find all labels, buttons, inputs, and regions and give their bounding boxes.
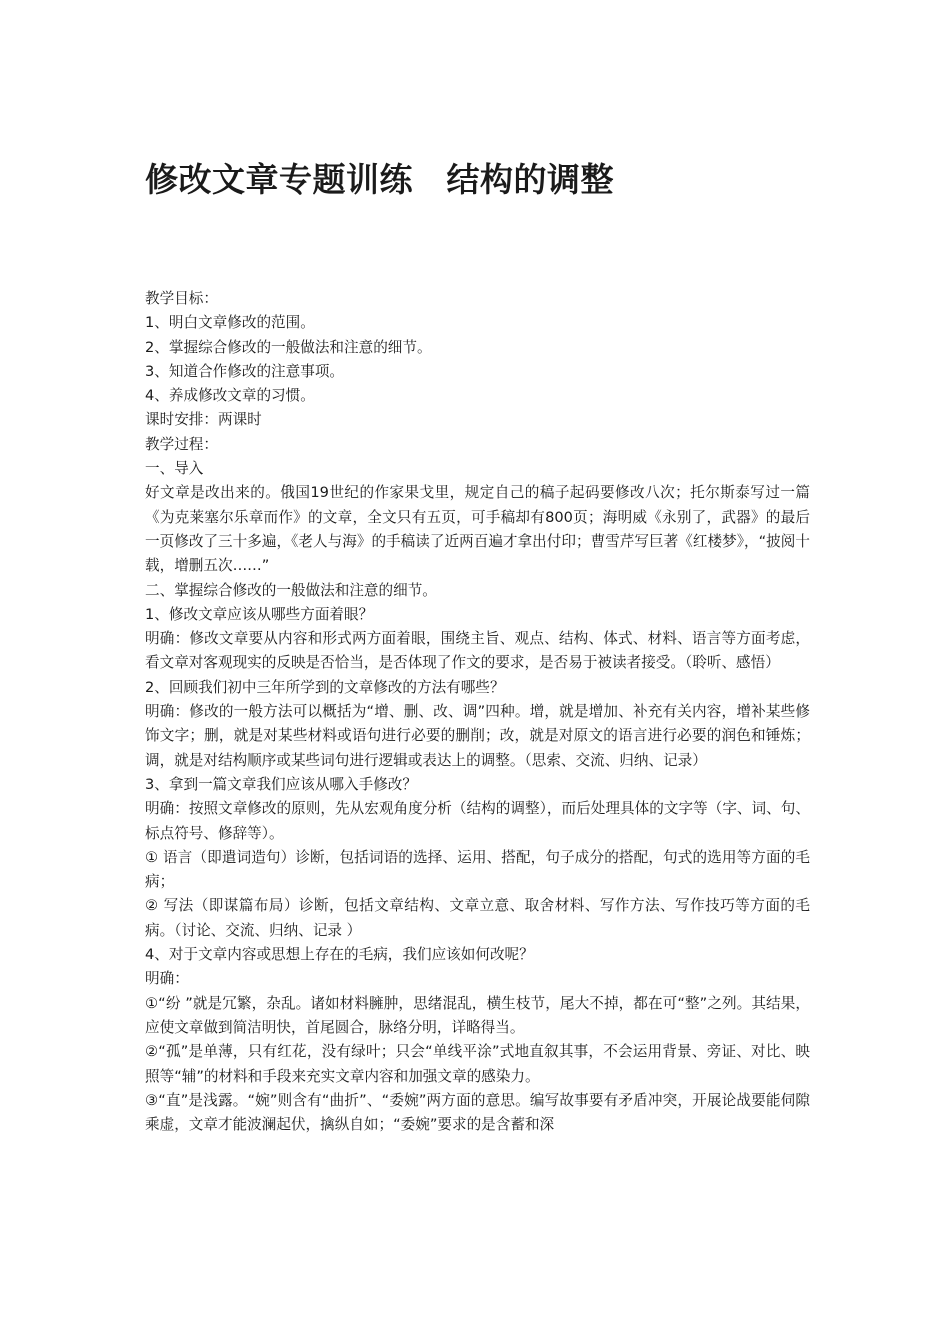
paragraph: 4、对于文章内容或思想上存在的毛病，我们应该如何改呢？ bbox=[145, 946, 534, 964]
document-title: 修改文章专题训练 结构的调整 bbox=[145, 160, 614, 199]
paragraph: 3、知道合作修改的注意事项。 bbox=[145, 362, 345, 380]
paragraph: 1、明白文章修改的范围。 bbox=[145, 314, 315, 332]
paragraph: ①“纷 ”就是冗繁，杂乱。诸如材料臃肿，思绪混乱，横生枝节，尾大不掉，都在可“整”之列。其结果，应使文章做到简洁明快，首尾圆合，脉络分明，详略得当。 bbox=[145, 994, 810, 1036]
paragraph: 二、掌握综合修改的一般做法和注意的细节。 bbox=[145, 581, 437, 599]
paragraph: 课时安排：两课时 bbox=[145, 411, 262, 429]
paragraph: 2、掌握综合修改的一般做法和注意的细节。 bbox=[145, 338, 432, 356]
paragraph: 明确：修改文章要从内容和形式两方面着眼，围绕主旨、观点、结构、体式、材料、语言等方面考虑，看文章对客观现实的反映是否恰当，是否体现了作文的要求，是否易于被读者接受。（聆听、感悟） bbox=[145, 630, 810, 672]
paragraph: 好文章是改出来的。俄国19世纪的作家果戈里，规定自己的稿子起码要修改八次；托尔斯泰写过一篇《为克莱塞尔乐章而作》的文章，全文只有五页，可手稿却有800页；海明威《永别了，武器》的最后一页修改了三十多遍，《老人与海》的手稿读了近两百遍才拿出付印；曹雪芹写巨著《红楼梦》，“披阅十载，增删五次……” bbox=[145, 484, 810, 575]
document-body bbox=[145, 287, 810, 1137]
paragraph: 4、养成修改文章的习惯。 bbox=[145, 387, 315, 405]
paragraph: 明确：修改的一般方法可以概括为“增、删、改、调”四种。增，就是增加、补充有关内容，增补某些修饰文字；删，就是对某些材料或语句进行必要的删削；改，就是对原文的语言进行必要的润色和锤炼；调，就是对结构顺序或某些词句进行逻辑或表达上的调整。（思索、交流、归纳、记录） bbox=[145, 703, 810, 769]
paragraph: 2、回顾我们初中三年所学到的文章修改的方法有哪些？ bbox=[145, 678, 505, 696]
paragraph: 一、导入 bbox=[145, 460, 204, 478]
paragraph: ②“孤”是单薄，只有红花，没有绿叶；只会“单线平涂”式地直叙其事，不会运用背景、旁证、对比、映照等“辅”的材料和手段来充实文章内容和加强文章的感染力。 bbox=[145, 1043, 810, 1085]
paragraph: ① 语言（即遣词造句）诊断，包括词语的选择、运用、搭配，句子成分的搭配，句式的选用等方面的毛病； bbox=[145, 848, 810, 891]
paragraph: 明确：按照文章修改的原则，先从宏观角度分析（结构的调整），而后处理具体的文字等（字、词、句、标点符号、修辞等）。 bbox=[145, 800, 810, 842]
paragraph: 3、拿到一篇文章我们应该从哪入手修改？ bbox=[145, 775, 417, 793]
paragraph: ③“直”是浅露。“婉”则含有“曲折”、“委婉”两方面的意思。编写故事要有矛盾冲突，开展论战要能伺隙乘虚，文章才能波澜起伏，擒纵自如；“委婉”要求的是含蓄和深 bbox=[145, 1091, 810, 1134]
paragraph: 明确： bbox=[145, 970, 189, 988]
paragraph: 教学目标： bbox=[145, 290, 218, 307]
paragraph: 教学过程： bbox=[145, 435, 218, 453]
paragraph: 1、修改文章应该从哪些方面着眼？ bbox=[145, 605, 374, 623]
paragraph: ② 写法（即谋篇布局）诊断，包括文章结构、文章立意、取舍材料、写作方法、写作技巧等方面的毛病。（讨论、交流、归纳、记录 ） bbox=[145, 897, 810, 939]
